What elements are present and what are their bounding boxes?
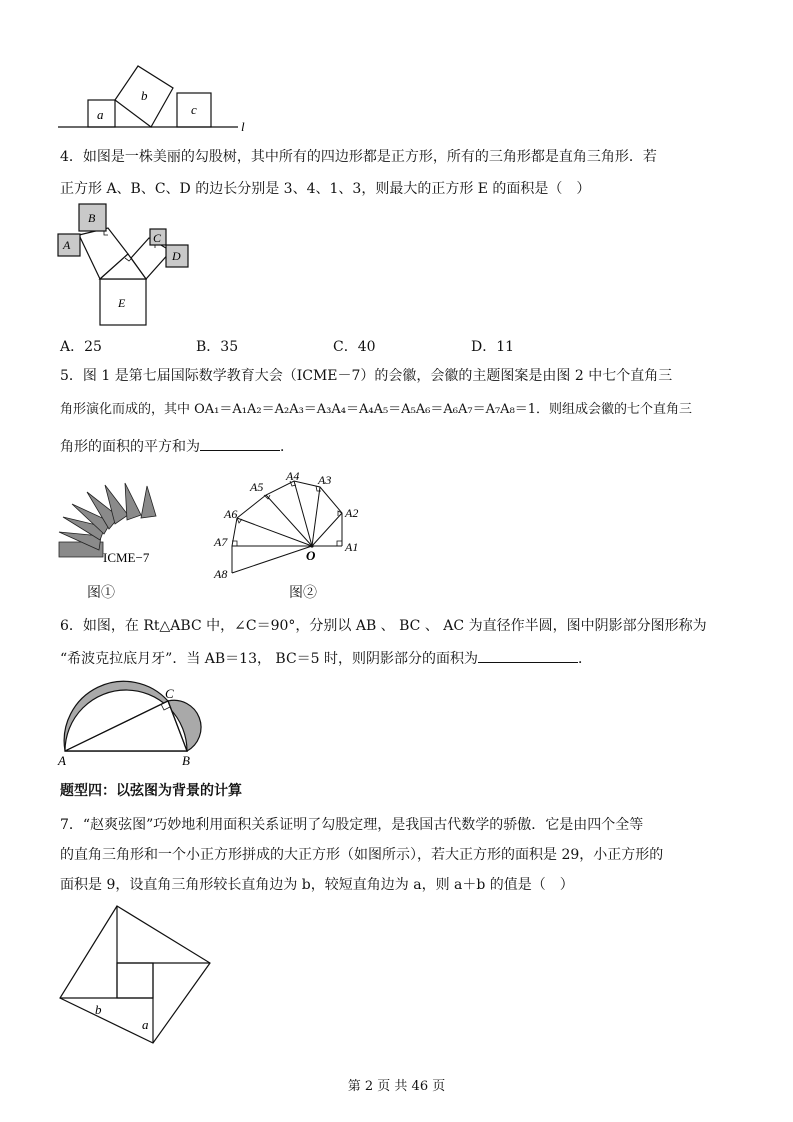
figure-zhao-shuang-chord: [55, 903, 215, 1048]
label-A6: A6: [224, 507, 238, 521]
q7-line2: 的直角三角形和一个小正方形拼成的大正方形（如图所示），若大正方形的面积是 29，小正方形的: [60, 847, 664, 863]
q6-line2: “希波克拉底月牙”．当 AB＝13， BC＝5 时，则阴影部分的面积为 ．: [60, 648, 592, 669]
q6-answer-blank[interactable]: [478, 648, 578, 663]
label-l: l: [241, 119, 245, 134]
q4-option-c[interactable]: C．40: [333, 339, 376, 355]
label-b: b: [95, 1002, 102, 1017]
label-A8: A8: [214, 567, 228, 581]
label-a: a: [142, 1017, 149, 1032]
figure-right-triangle-spiral: [212, 468, 372, 583]
label-O: O: [306, 548, 316, 563]
section-heading: 题型四：以弦图为背景的计算: [60, 783, 242, 799]
q6-line1: 6．如图，在 Rt△ABC 中，∠C＝90°，分别以 AB 、 BC 、 AC 为直径作半圆，图中阴影部分图形称为: [60, 618, 707, 634]
q4-line2: 正方形 A、B、C、D 的边长分别是 3、4、1、3，则最大的正方形 E 的面积是（ ）: [60, 181, 591, 197]
q4-option-b[interactable]: B．35: [196, 339, 239, 355]
figure-hippocrates-lune: [55, 668, 215, 768]
label-A7: A7: [214, 535, 228, 549]
label-A4: A4: [286, 469, 300, 483]
q5-answer-blank[interactable]: [200, 436, 280, 451]
fig1-caption: 图①: [87, 585, 115, 601]
label-c: c: [191, 102, 197, 117]
figure-icme-emblem: [55, 482, 170, 564]
label-A2: A2: [345, 506, 359, 520]
page-footer: 第 2 页 共 46 页: [347, 1079, 446, 1094]
label-b: b: [141, 88, 148, 103]
label-A: A: [58, 753, 66, 768]
label-C: C: [165, 686, 174, 701]
label-B: B: [88, 211, 96, 225]
label-A: A: [63, 238, 71, 252]
label-A3: A3: [318, 473, 332, 487]
label-D: D: [172, 249, 181, 263]
q5-line1: 5．图 1 是第七届国际数学教育大会（ICME－7）的会徽，会徽的主题图案是由图 2 中七个直角三: [60, 368, 673, 384]
q4-option-a[interactable]: A．25: [60, 339, 102, 355]
q7-line3: 面积是 9，设直角三角形较长直角边为 b，较短直角边为 a，则 a＋b 的值是（ ）: [60, 877, 574, 893]
label-E: E: [118, 296, 126, 310]
icme-label: ICME−7: [103, 550, 150, 564]
label-B: B: [182, 753, 190, 768]
fig2-caption: 图②: [289, 585, 317, 601]
q5-line2: 角形演化而成的，其中 OA₁＝A₁A₂＝A₂A₃＝A₃A₄＝A₄A₅＝A₅A₆＝A₆A₇＝A₇A₈＝1．则组成会徽的七个直角三: [60, 402, 693, 417]
label-A1: A1: [345, 540, 359, 554]
figure-squares-on-line: [55, 58, 255, 134]
q5-line3: 角形的面积的平方和为 ．: [60, 436, 294, 457]
label-C: C: [153, 231, 162, 245]
q7-line1: 7．“赵爽弦图”巧妙地利用面积关系证明了勾股定理，是我国古代数学的骄傲．它是由四个全等: [60, 817, 644, 833]
q4-line1: 4．如图是一株美丽的勾股树，其中所有的四边形都是正方形，所有的三角形都是直角三角形．若: [60, 149, 657, 165]
label-A5: A5: [250, 480, 264, 494]
figure-pythagoras-tree: [55, 203, 195, 327]
q4-option-d[interactable]: D．11: [471, 339, 515, 355]
label-a: a: [97, 107, 104, 122]
